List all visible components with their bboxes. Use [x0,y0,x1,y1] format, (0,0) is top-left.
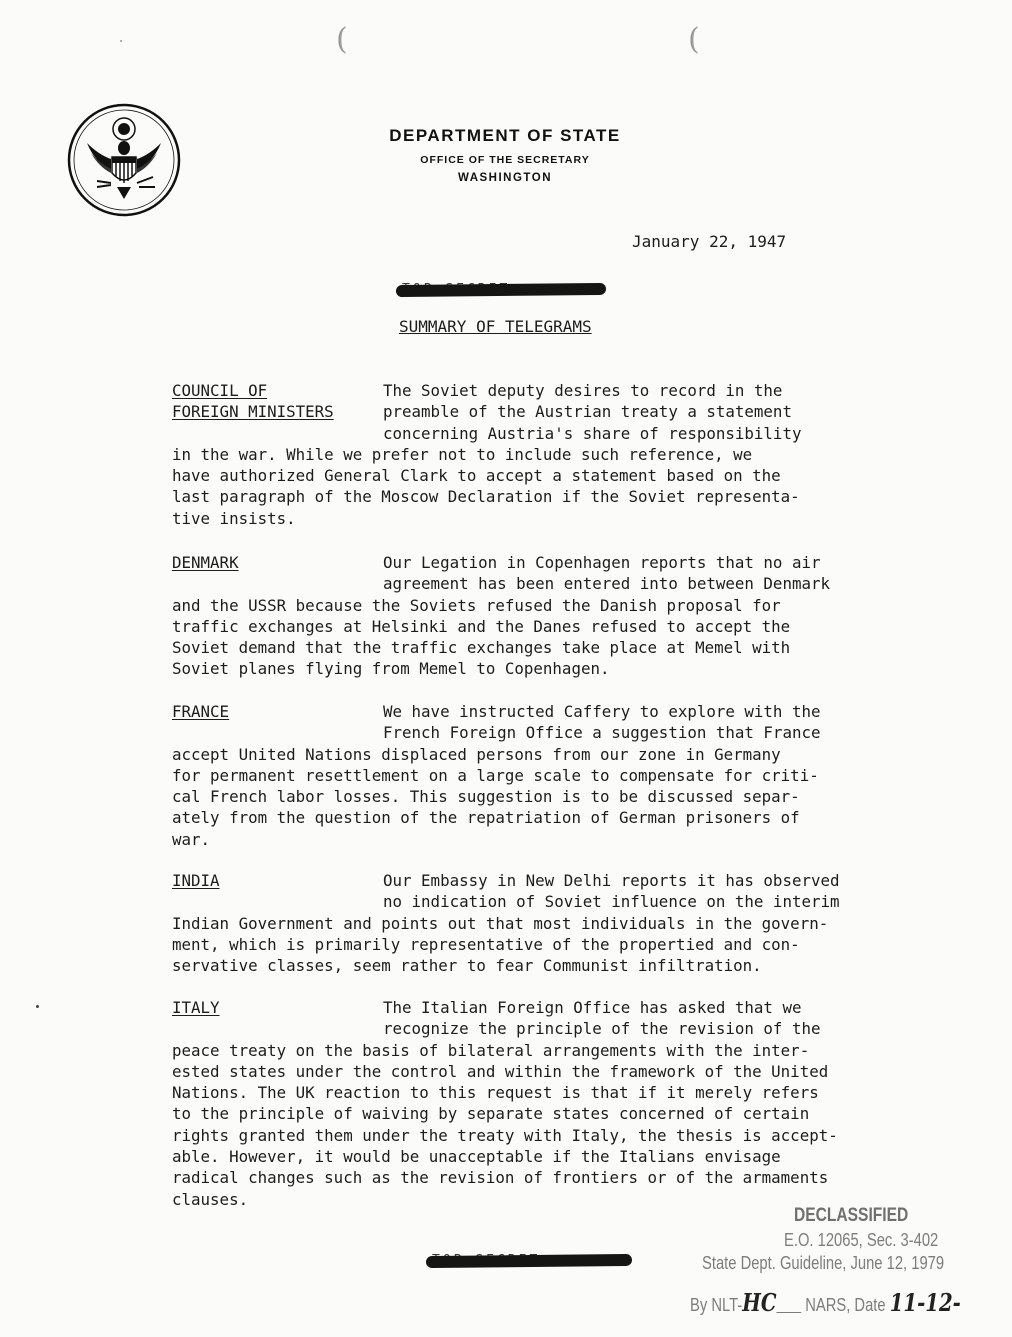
declassified-title: DECLASSIFIED [794,1205,909,1226]
section-body-start: The Italian Foreign Office has asked that we recognize the principle of the revision of the [383,998,821,1039]
redaction-bar-top [396,283,606,297]
declassified-by-prefix: By NLT- [690,1295,743,1315]
section-france [172,701,892,850]
section-body-rest: in the war. While we prefer not to include such reference, we have authorized General Clark to accept a statement based on the last paragraph of the Moscow Declaration if the Soviet representa- tive insists. [172,444,800,528]
declassified-eo: E.O. 12065, Sec. 3-402 [784,1230,939,1250]
section-body-rest: Indian Government and points out that most individuals in the govern- ment, which is primarily representative of the propertied and con- servative classes, seem rather to fear Communist infiltration. [172,913,829,976]
section-body-start: Our Embassy in New Delhi reports it has observed no indication of Soviet influence on the interim [383,871,840,912]
declassified-nars: NARS, Date [805,1295,886,1315]
section-label: COUNCIL OF FOREIGN MINISTERS [172,381,334,422]
margin-mark-right: ( [688,22,700,57]
great-seal-icon [67,103,181,217]
section-label: DENMARK [172,553,239,572]
section-label: ITALY [172,998,220,1017]
section-body-rest: and the USSR because the Soviets refused the Danish proposal for traffic exchanges at Helsinki and the Danes refused to accept the Soviet demand that the traffic exchanges take place at Memel with Soviet planes flying from Memel to Copenhagen. [172,595,791,679]
section-body-rest: accept United Nations displaced persons from our zone in Germany for permanent resettlement on a large scale to compensate for criti- cal French labor losses. This suggestion is to be discussed separ- ately from the question of the repatriation of German prisoners of war. [172,744,819,849]
declassified-guideline: State Dept. Guideline, June 12, 1979 [702,1253,945,1273]
margin-mark-left: ( [336,22,348,57]
declassified-by-line [690,1288,1002,1317]
declassified-date: 11-12- [889,1288,961,1317]
section-council [172,380,892,529]
section-denmark [172,552,892,680]
section-label: FRANCE [172,702,230,721]
office-name: OFFICE OF THE SECRETARY [420,154,590,166]
section-body-rest: peace treaty on the basis of bilateral arrangements with the inter- ested states under the control and within the framework of the United Nations. The UK reaction to this request is that if it merely refers to the principle of waiving by separate states concerned of certain rights granted them under the treaty with Italy, the thesis is accept- able. However, it would be unacceptable if the Italians envisage radical changes such as the revision of frontiers or of the armaments clauses. [172,1040,838,1209]
document-date: January 22, 1947 [632,232,787,251]
section-body-start: The Soviet deputy desires to record in the preamble of the Austrian treaty a statement concerning Austria's share of responsibility [383,381,802,443]
section-body-start: We have instructed Caffery to explore with the French Foreign Office a suggestion that France [383,702,821,743]
city-name: WASHINGTON [457,172,552,184]
section-india [172,870,892,976]
department-name: DEPARTMENT OF STATE [389,126,621,145]
paper-speck [36,1005,39,1008]
section-label: INDIA [172,871,220,890]
redaction-bar-bottom [426,1254,632,1268]
reviewer-initials: HC [742,1288,777,1317]
section-body-start: Our Legation in Copenhagen reports that no air agreement has been entered into between Denmark [383,553,830,594]
document-heading: SUMMARY OF TELEGRAMS [399,317,592,336]
letterhead [320,126,690,184]
paper-speck [120,40,122,42]
section-italy [172,997,892,1210]
